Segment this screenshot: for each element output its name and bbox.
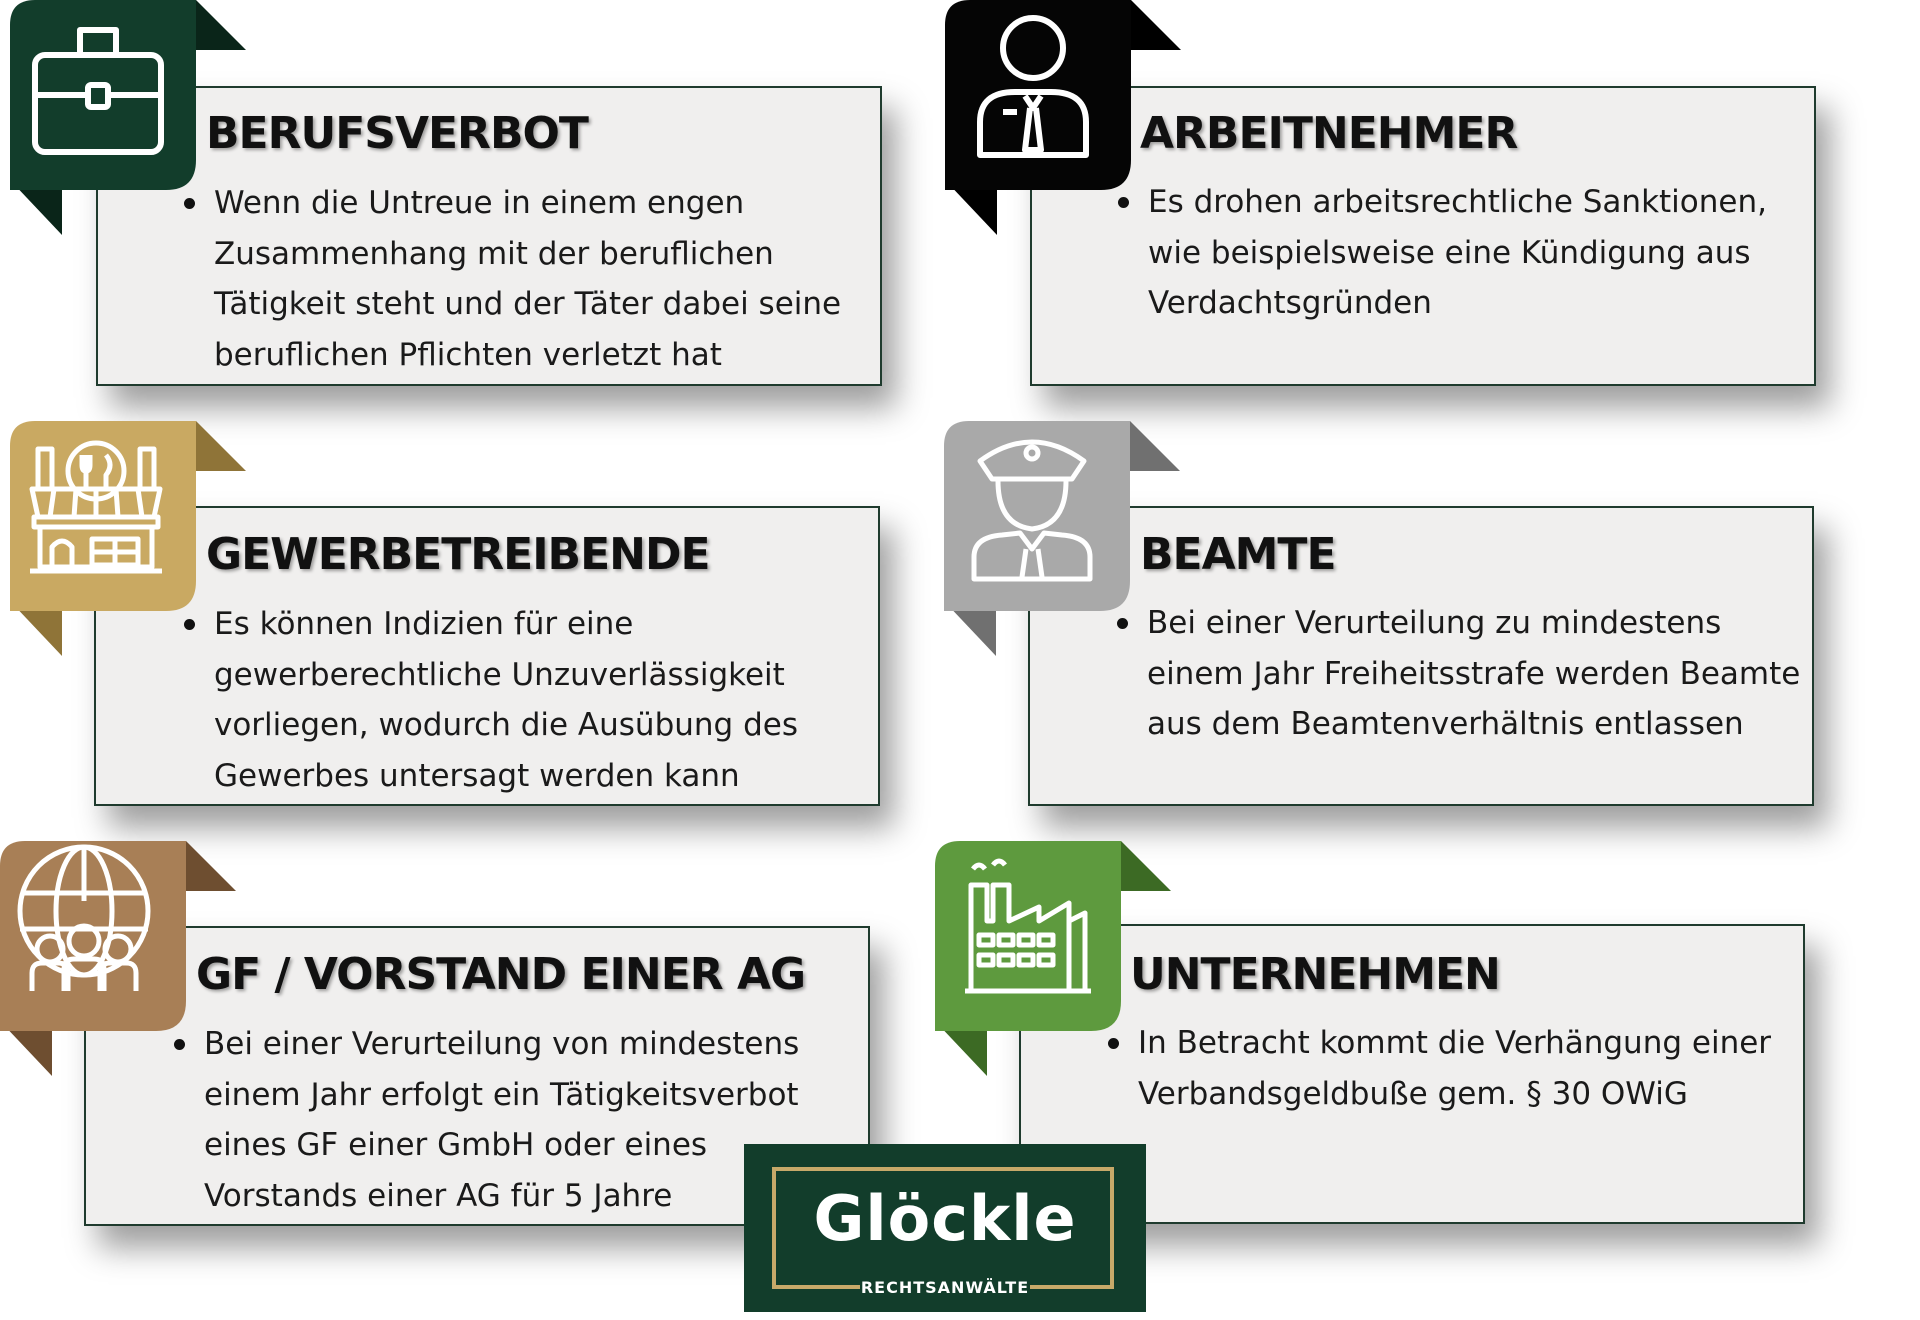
- bullet-item: In Betracht kommt die Verhängung einer Verbandsgeldbuße gem. § 30 OWiG: [1104, 1018, 1804, 1119]
- bullet-item: Es können Indizien für eine gewerberechtliche Unzuverlässigkeit vorliegen, wodurch die Ausübung des Gewerbes untersagt werden kann: [180, 599, 870, 801]
- logo-name: Glöckle: [813, 1182, 1077, 1255]
- bullet-list: [1114, 177, 1814, 329]
- card-title: BEAMTE: [1140, 529, 1336, 580]
- bullet-list: [1113, 598, 1813, 750]
- card-title: GF / VORSTAND EINER AG: [196, 949, 806, 1000]
- bullet-item: Bei einer Verurteilung von mindestens einem Jahr erfolgt ein Tätigkeitsverbot eines GF einer GmbH oder eines Vorstands einer AG für 5 Jahre: [170, 1019, 870, 1221]
- brand-logo: [744, 1144, 1146, 1312]
- card-title: GEWERBETREIBENDE: [206, 529, 710, 580]
- card-title: UNTERNEHMEN: [1130, 949, 1500, 1000]
- bullet-item: Bei einer Verurteilung zu mindestens einem Jahr Freiheitsstrafe werden Beamte aus dem Beamtenverhältnis entlassen: [1113, 598, 1813, 750]
- bullet-list: [1104, 1018, 1804, 1119]
- bullet-list: [180, 599, 870, 801]
- bullet-item: Wenn die Untreue in einem engen Zusammenhang mit der beruflichen Tätigkeit steht und der Täter dabei seine beruflichen Pflichten verletzt hat: [180, 178, 860, 380]
- bullet-list: [180, 178, 860, 380]
- card-title: ARBEITNEHMER: [1140, 108, 1518, 159]
- bullet-item: Es drohen arbeitsrechtliche Sanktionen, wie beispielsweise eine Kündigung aus Verdachtsgründen: [1114, 177, 1814, 329]
- logo-subtitle: RECHTSANWÄLTE: [860, 1278, 1030, 1297]
- card-title: BERUFSVERBOT: [206, 108, 588, 159]
